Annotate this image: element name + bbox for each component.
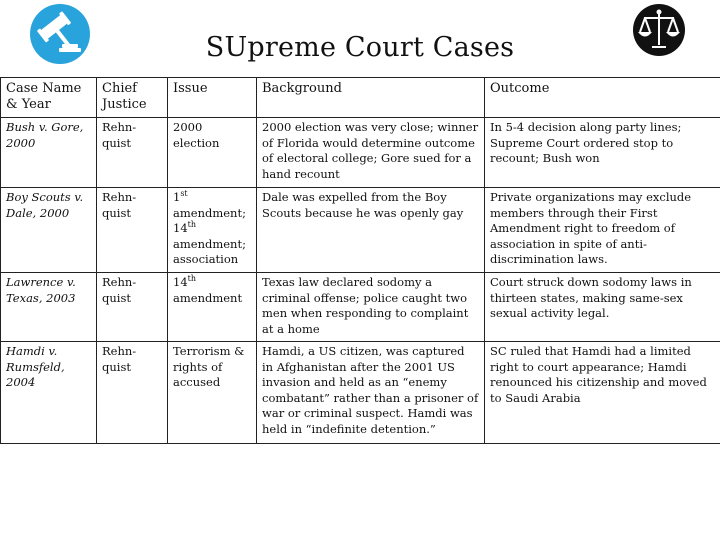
column-header-issue: Issue (168, 78, 257, 118)
issue-cell: Terrorism & rights of accused (168, 342, 257, 444)
outcome-cell: Private organizations may exclude members through their First Amendment right to freedom of association in spite of anti-discrimination laws. (485, 188, 720, 273)
case-name-cell: Lawrence v. Texas, 2003 (1, 273, 97, 342)
outcome-cell: SC ruled that Hamdi had a limited right to court appearance; Hamdi renounced his citizenship and moved to Saudi Arabia (485, 342, 720, 444)
background-cell: 2000 election was very close; winner of Florida would determine outcome of electoral college; Gore sued for a hand recount (257, 118, 485, 188)
chief-justice-cell: Rehn-quist (97, 118, 168, 188)
outcome-cell: Court struck down sodomy laws in thirteen states, making same-sex sexual activity legal. (485, 273, 720, 342)
background-cell: Dale was expelled from the Boy Scouts because he was openly gay (257, 188, 485, 273)
table-row (1, 188, 720, 273)
case-name-cell: Bush v. Gore, 2000 (1, 118, 97, 188)
outcome-cell: In 5-4 decision along party lines; Supreme Court ordered stop to recount; Bush won (485, 118, 720, 188)
issue-cell (168, 273, 257, 342)
chief-justice-cell: Rehn-quist (97, 188, 168, 273)
background-cell: Hamdi, a US citizen, was captured in Afghanistan after the 2001 US invasion and held as an “enemy combatant” rather than a prisoner of war or criminal suspect. Hamdi was held in “indefinite detention.” (257, 342, 485, 444)
column-header-outcome: Outcome (485, 78, 720, 118)
column-header-chief-justice: Chief Justice (97, 78, 168, 118)
column-header-background: Background (257, 78, 485, 118)
table-row (1, 118, 720, 188)
scales-of-justice-icon (632, 3, 686, 57)
case-name-cell: Hamdi v. Rumsfeld, 2004 (1, 342, 97, 444)
issue-cell (168, 188, 257, 273)
issue-text: 14th amendment (173, 274, 243, 305)
table-header-row (1, 78, 720, 118)
issue-text: 1st amendment; 14th amendment; association (173, 189, 246, 266)
issue-cell: 2000 election (168, 118, 257, 188)
background-cell: Texas law declared sodomy a criminal offense; police caught two men when responding to complaint at a home (257, 273, 485, 342)
page-title: SUpreme Court Cases (205, 32, 515, 64)
table-row (1, 342, 720, 444)
cases-table (0, 77, 720, 444)
column-header-case-name: Case Name & Year (1, 78, 97, 118)
table-row (1, 273, 720, 342)
chief-justice-cell: Rehn-quist (97, 273, 168, 342)
case-name-cell: Boy Scouts v. Dale, 2000 (1, 188, 97, 273)
chief-justice-cell: Rehn-quist (97, 342, 168, 444)
